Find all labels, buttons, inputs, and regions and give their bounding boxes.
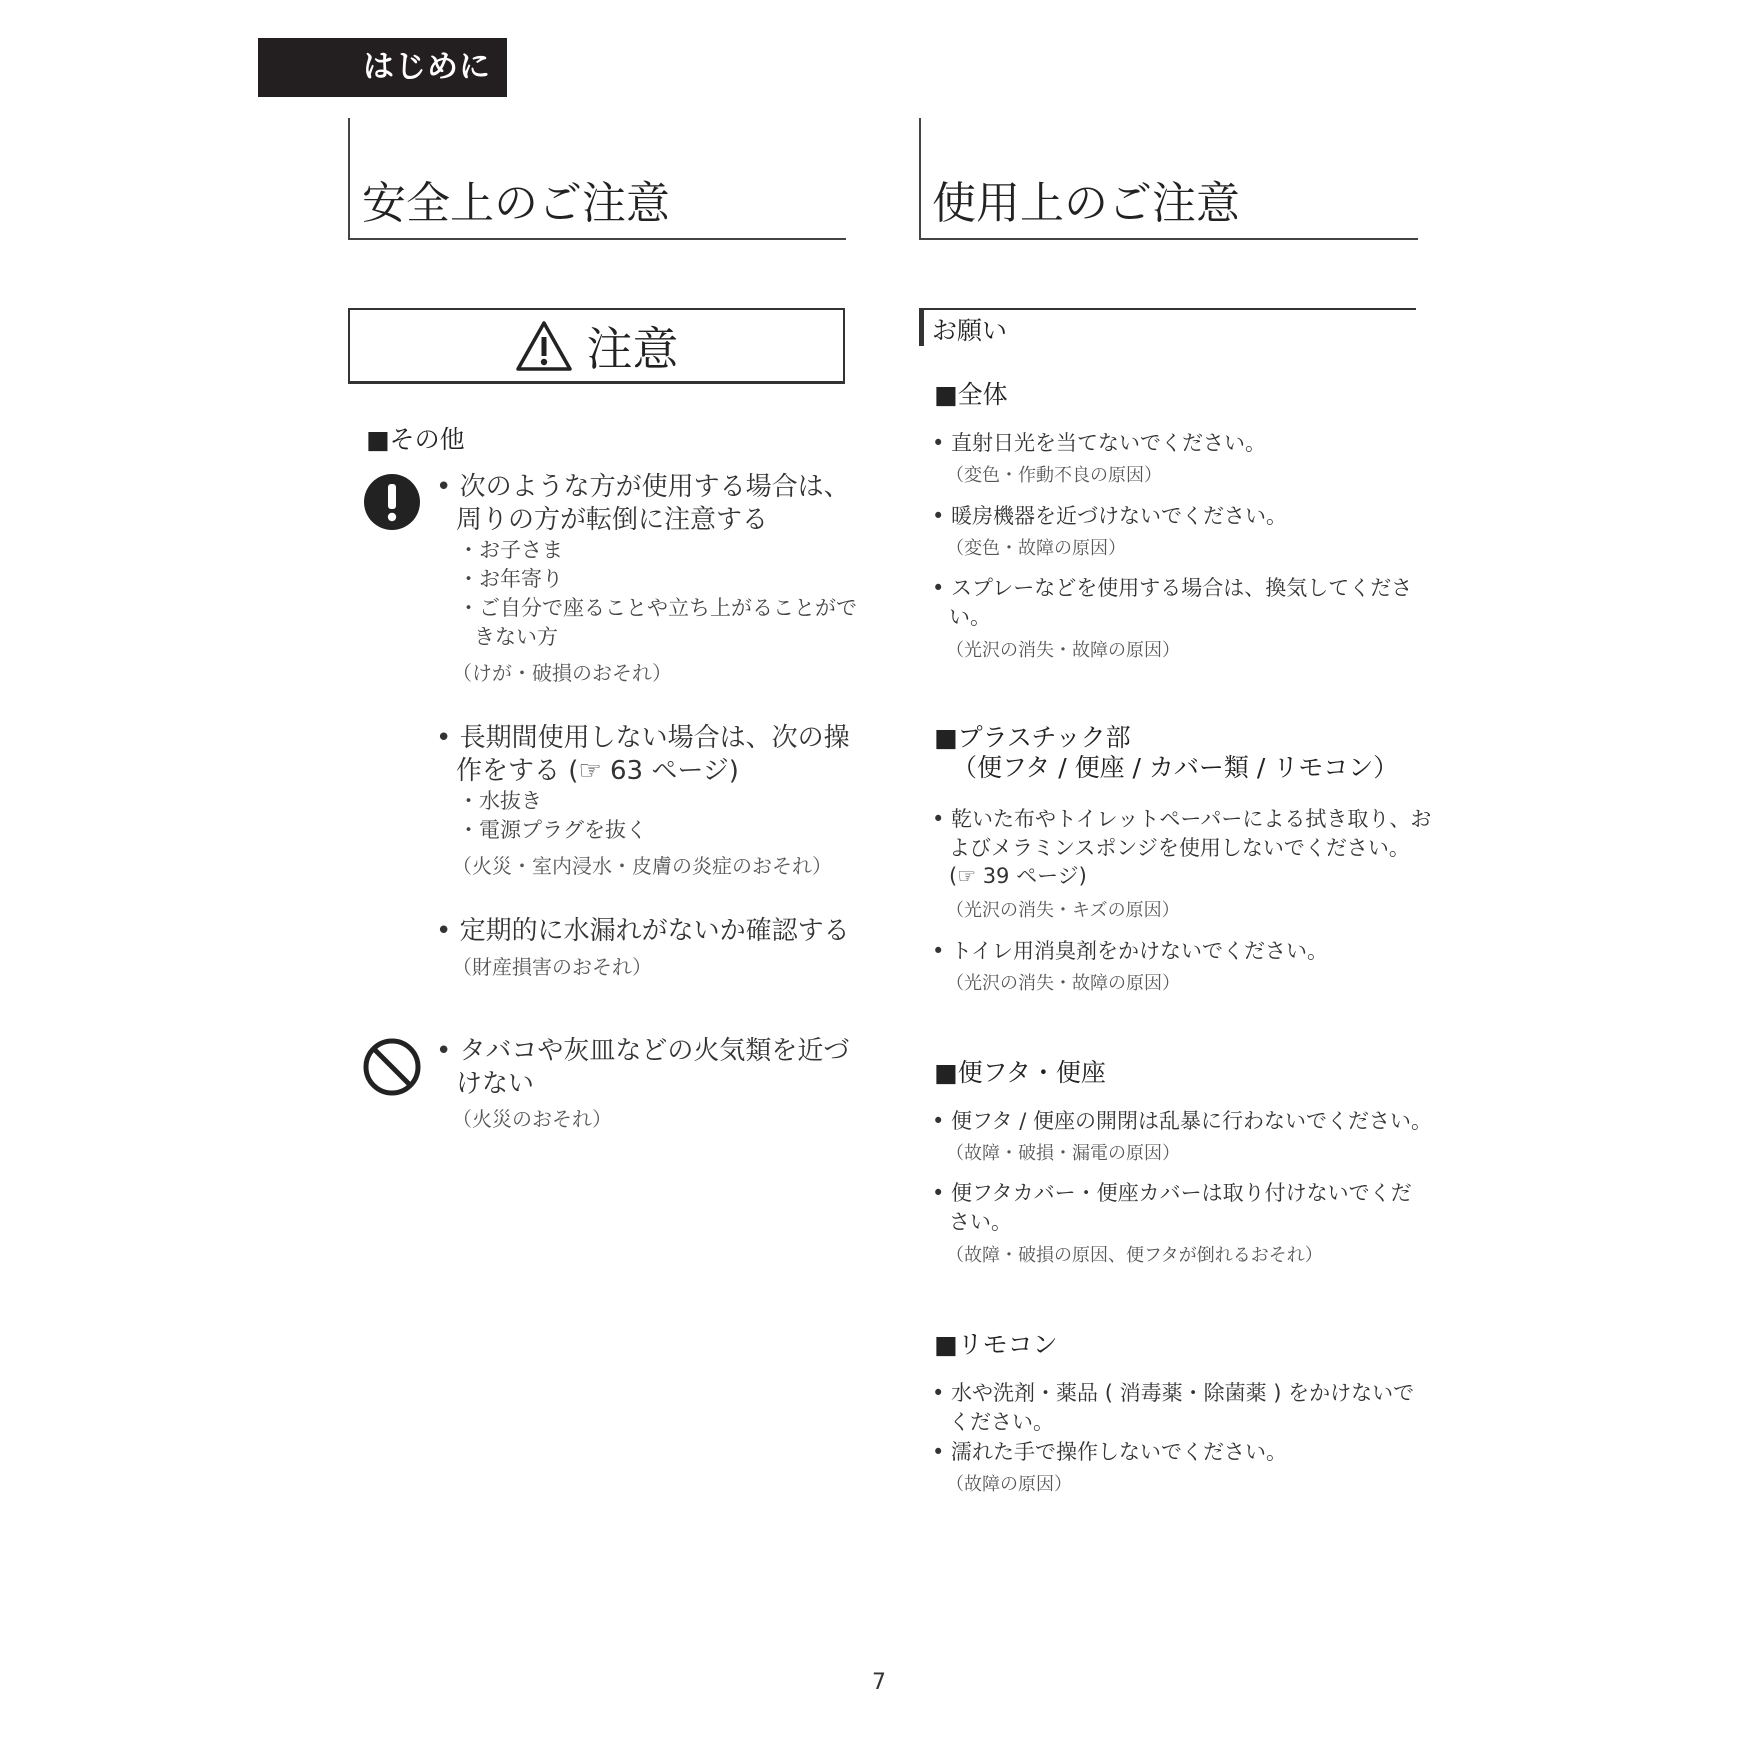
- r-s3-item2a: • 便フタカバー・便座カバーは取り付けないでくだ: [932, 1181, 1412, 1205]
- left-item-1-sub2: ・お年寄り: [458, 567, 563, 591]
- left-item-2-line1: • 長期間使用しない場合は、次の操: [436, 723, 850, 753]
- r-s2-head2: （便フタ / 便座 / カバー類 / リモコン）: [952, 753, 1399, 782]
- r-s4-item2: • 濡れた手で操作しないでください。: [932, 1440, 1288, 1464]
- r-s1-paren3: （光沢の消失・故障の原因）: [946, 640, 1180, 661]
- left-item-2-sub2: ・電源プラグを抜く: [458, 818, 647, 842]
- r-s3-item2b: さい。: [949, 1210, 1012, 1234]
- left-title: 安全上のご注意: [362, 178, 670, 229]
- onegai-marker: [919, 308, 924, 346]
- r-s1-head: ■全体: [934, 380, 1008, 409]
- left-item-2-line2: 作をする (☞ 63 ページ): [456, 756, 739, 786]
- r-s4-head: ■リモコン: [934, 1330, 1058, 1359]
- onegai-rule: [919, 308, 1416, 310]
- left-item-2-sub1: ・水抜き: [458, 789, 542, 813]
- left-item-1-line2: 周りの方が転倒に注意する: [456, 505, 769, 535]
- left-item-4-paren: （火災のおそれ）: [452, 1107, 612, 1131]
- left-section-head: ■その他: [366, 425, 465, 454]
- left-item-1-line1: • 次のような方が使用する場合は、: [436, 472, 850, 502]
- left-item-1-paren: （けが・破損のおそれ）: [452, 661, 672, 685]
- warning-triangle-icon: [515, 320, 573, 372]
- r-s3-head: ■便フタ・便座: [934, 1058, 1106, 1087]
- left-item-4-line2: けない: [456, 1069, 535, 1099]
- r-s1-paren2: （変色・故障の原因）: [946, 538, 1126, 559]
- exclamation-icon: [363, 473, 421, 531]
- r-s2-item1b: よびメラミンスポンジを使用しないでください。: [949, 836, 1410, 860]
- chapter-tab: はじめに: [258, 38, 507, 97]
- r-s4-item1a: • 水や洗剤・薬品 ( 消毒薬・除菌薬 ) をかけないで: [932, 1381, 1415, 1405]
- r-s2-item1c: (☞ 39 ページ): [949, 864, 1087, 888]
- r-s1-item1: • 直射日光を当てないでください。: [932, 431, 1267, 455]
- page-number: 7: [872, 1670, 886, 1695]
- left-item-3-paren: （財産損害のおそれ）: [452, 955, 652, 979]
- r-s1-item3b: い。: [949, 605, 991, 629]
- r-s3-paren1: （故障・破損・漏電の原因）: [946, 1143, 1180, 1164]
- prohibition-icon: [362, 1037, 422, 1097]
- r-s2-head1: ■プラスチック部: [934, 723, 1131, 752]
- r-s2-paren2: （光沢の消失・故障の原因）: [946, 973, 1180, 994]
- r-s3-paren2: （故障・破損の原因、便フタが倒れるおそれ）: [946, 1245, 1323, 1266]
- onegai-label: お願い: [932, 316, 1008, 345]
- r-s4-item1b: ください。: [949, 1410, 1054, 1434]
- right-title: 使用上のご注意: [932, 178, 1240, 229]
- left-item-4-line1: • タバコや灰皿などの火気類を近づ: [436, 1036, 850, 1066]
- left-item-1-sub3b: きない方: [474, 625, 558, 649]
- left-item-1-sub1: ・お子さま: [458, 538, 563, 562]
- r-s2-paren1: （光沢の消失・キズの原因）: [946, 900, 1180, 921]
- r-s2-item2: • トイレ用消臭剤をかけないでください。: [932, 939, 1329, 963]
- r-s1-paren1: （変色・作動不良の原因）: [946, 465, 1162, 486]
- left-item-3-line1: • 定期的に水漏れがないか確認する: [436, 916, 850, 946]
- left-item-2-paren: （火災・室内浸水・皮膚の炎症のおそれ）: [452, 854, 832, 878]
- r-s1-item3a: • スプレーなどを使用する場合は、換気してくださ: [932, 576, 1413, 600]
- caution-box: [348, 308, 845, 384]
- r-s2-item1a: • 乾いた布やトイレットペーパーによる拭き取り、お: [932, 807, 1432, 831]
- caution-label: 注意: [586, 321, 679, 376]
- r-s1-item2: • 暖房機器を近づけないでください。: [932, 504, 1288, 528]
- r-s3-item1: • 便フタ / 便座の開閉は乱暴に行わないでください。: [932, 1109, 1433, 1133]
- r-s4-paren2: （故障の原因）: [946, 1474, 1072, 1495]
- left-item-1-sub3: ・ご自分で座ることや立ち上がることがで: [458, 596, 857, 620]
